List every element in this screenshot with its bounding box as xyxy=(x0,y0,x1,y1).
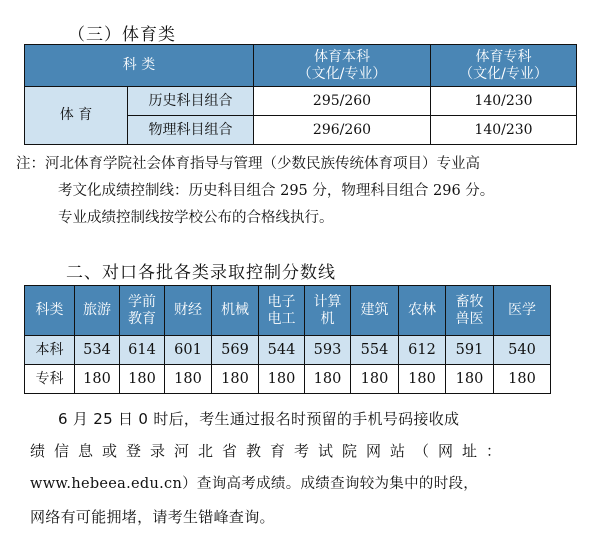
header-cell: 农林 xyxy=(399,286,446,336)
sports-score-table xyxy=(24,44,577,145)
row-label: 本科 xyxy=(25,336,75,365)
note-number: 296 xyxy=(433,183,461,199)
score-cell: 614 xyxy=(120,336,165,365)
header-category: 科 类 xyxy=(25,45,254,87)
row-label: 物理科目组合 xyxy=(128,116,254,145)
score-cell: 140/230 xyxy=(431,87,577,116)
header-cell: 科类 xyxy=(25,286,75,336)
score-cell: 180 xyxy=(351,365,399,394)
table-row xyxy=(25,336,551,365)
score-cell: 544 xyxy=(259,336,305,365)
note-number: 295 xyxy=(280,183,308,199)
score-cell: 569 xyxy=(212,336,259,365)
score-cell: 180 xyxy=(212,365,259,394)
score-cell: 554 xyxy=(351,336,399,365)
header-cell: 学前 教育 xyxy=(120,286,165,336)
table-header-row xyxy=(25,286,551,336)
paragraph-line: 网络有可能拥堵，请考生错峰查询。 xyxy=(30,508,275,526)
score-cell: 295/260 xyxy=(254,87,431,116)
score-cell: 140/230 xyxy=(431,116,577,145)
score-cell: 296/260 xyxy=(254,116,431,145)
score-cell: 612 xyxy=(399,336,446,365)
score-cell: 180 xyxy=(75,365,120,394)
header-cell: 机械 xyxy=(212,286,259,336)
note-text: 分。 xyxy=(460,183,495,199)
score-cell: 601 xyxy=(165,336,212,365)
header-cell: 财经 xyxy=(165,286,212,336)
vocational-score-table xyxy=(24,285,551,394)
paragraph-line: 6 月 25 日 0 时后，考生通过报名时预留的手机号码接收成 xyxy=(58,410,460,428)
note-text: 考文化成绩控制线：历史科目组合 xyxy=(58,183,281,199)
table-row xyxy=(25,87,577,116)
header-college: 体育专科 （文化/专业） xyxy=(431,45,577,87)
score-cell: 593 xyxy=(305,336,351,365)
header-cell: 电子 电工 xyxy=(259,286,305,336)
score-cell: 591 xyxy=(446,336,494,365)
header-cell: 旅游 xyxy=(75,286,120,336)
header-undergrad: 体育本科 （文化/专业） xyxy=(254,45,431,87)
score-cell: 540 xyxy=(494,336,551,365)
table-header-row xyxy=(25,45,577,87)
paragraph-line: www.hebeea.edu.cn）查询高考成绩。成绩查询较为集中的时段， xyxy=(30,476,479,492)
score-cell: 180 xyxy=(259,365,305,394)
row-label: 历史科目组合 xyxy=(128,87,254,116)
section-title-vocational: 二、对口各批各类录取控制分数线 xyxy=(66,263,336,283)
group-label: 体 育 xyxy=(25,87,128,145)
note-text: 分，物理科目组合 xyxy=(307,183,434,199)
note-line: 专业成绩控制线按学校公布的合格线执行。 xyxy=(58,210,334,226)
header-cell: 计算 机 xyxy=(305,286,351,336)
section-title-sports: （三）体育类 xyxy=(68,25,176,45)
header-cell: 建筑 xyxy=(351,286,399,336)
header-cell: 医学 xyxy=(494,286,551,336)
score-cell: 180 xyxy=(165,365,212,394)
note-line: 注：河北体育学院社会体育指导与管理（少数民族传统体育项目）专业高 xyxy=(16,156,480,172)
score-cell: 180 xyxy=(305,365,351,394)
score-cell: 180 xyxy=(446,365,494,394)
note-line xyxy=(58,178,494,205)
header-cell: 畜牧 兽医 xyxy=(446,286,494,336)
score-cell: 180 xyxy=(120,365,165,394)
score-cell: 534 xyxy=(75,336,120,365)
table-row xyxy=(25,365,551,394)
paragraph-line: 绩信息或登录河北省教育考试院网站（网址： xyxy=(30,442,511,460)
score-cell: 180 xyxy=(399,365,446,394)
row-label: 专科 xyxy=(25,365,75,394)
score-cell: 180 xyxy=(494,365,551,394)
